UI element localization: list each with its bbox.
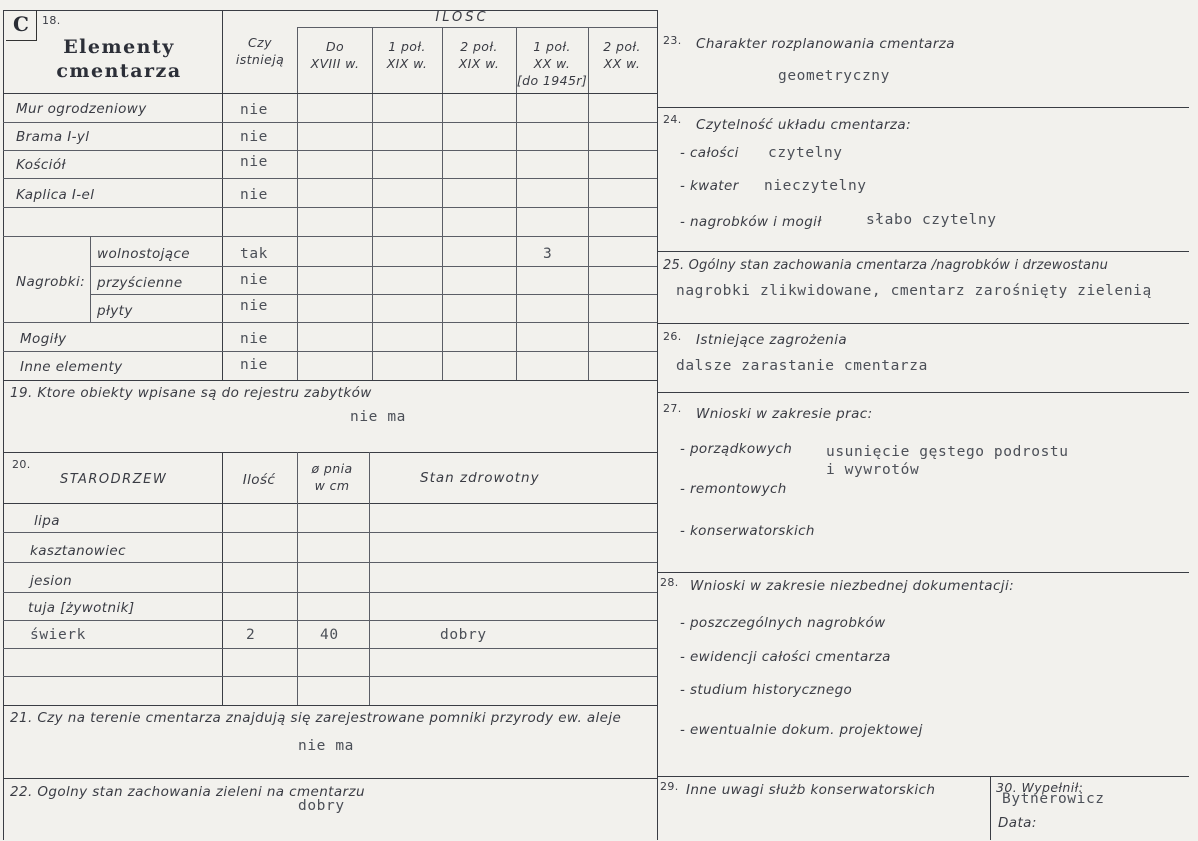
row-label: wolnostojące xyxy=(97,246,191,262)
tree-count: 2 xyxy=(246,627,256,643)
row-line xyxy=(3,562,657,563)
header-line: w cm xyxy=(314,478,350,493)
col-line xyxy=(222,452,223,705)
q24-item: - całości xyxy=(680,145,739,161)
header-line: 1 poł. xyxy=(388,39,426,54)
col-line xyxy=(372,27,373,380)
col-header-ilosc: ILOSC xyxy=(435,10,489,25)
row-line xyxy=(3,503,657,504)
row-value: nie xyxy=(240,129,268,145)
row-value: tak xyxy=(240,246,268,262)
center-divider xyxy=(657,10,658,840)
q20-col-count: Ilość xyxy=(242,472,276,488)
tree-name: kasztanowiec xyxy=(30,543,126,559)
col-header-exists xyxy=(236,34,284,68)
tree-name: tuja [żywotnik] xyxy=(28,600,135,616)
row-line xyxy=(3,676,657,677)
col-line xyxy=(990,776,991,840)
row-value: nie xyxy=(240,331,268,347)
header-line: XX w. xyxy=(533,56,571,71)
row-line xyxy=(3,648,657,649)
col-line xyxy=(297,27,298,380)
section-number: 18. xyxy=(42,14,61,27)
row-label: płyty xyxy=(97,303,133,319)
q29-number: 29. xyxy=(660,780,679,793)
col-line xyxy=(442,27,443,380)
q25-label-text: Ogólny stan zachowania cmentarza /nagrobków i drzewostanu xyxy=(688,258,1109,273)
top-border xyxy=(3,10,657,11)
q25-number: 25. xyxy=(663,258,685,273)
row-label: Nagrobki: xyxy=(16,274,86,290)
title-line: cmentarza xyxy=(56,60,182,82)
row-count: 3 xyxy=(543,246,553,262)
q24-number: 24. xyxy=(663,113,682,126)
left-border xyxy=(3,10,4,840)
tree-name: lipa xyxy=(34,513,60,529)
row-line xyxy=(657,392,1189,393)
col-header-xviii xyxy=(311,38,360,72)
row-line xyxy=(3,150,657,151)
section-badge: C xyxy=(6,10,37,41)
q26-label: Istniejące zagrożenia xyxy=(696,332,848,348)
header-line: XIX w. xyxy=(458,56,500,71)
q23-answer: geometryczny xyxy=(778,68,890,84)
q28-item: - ewidencji całości cmentarza xyxy=(680,649,891,665)
q25-label xyxy=(663,258,1108,273)
header-line: 2 poł. xyxy=(603,39,641,54)
row-value: nie xyxy=(240,154,268,170)
row-line xyxy=(3,380,657,381)
col-line xyxy=(369,452,370,705)
q19-label: 19. Ktore obiekty wpisane są do rejestru zabytków xyxy=(10,385,372,401)
q23-number: 23. xyxy=(663,34,682,47)
q30-label: 30. Wypełnił: xyxy=(996,780,1084,795)
header-line: Do xyxy=(325,39,345,54)
col-header-1xx xyxy=(517,38,587,89)
q26-number: 26. xyxy=(663,330,682,343)
col-line xyxy=(297,452,298,705)
tree-name: jesion xyxy=(30,573,73,589)
q24-answer: czytelny xyxy=(768,145,843,161)
q24-item: - kwater xyxy=(680,178,739,194)
q22-label: 22. Ogolny stan zachowania zieleni na cmentarzu xyxy=(10,784,365,800)
col-header-1xix xyxy=(387,38,428,72)
row-line xyxy=(3,705,657,706)
tree-name: świerk xyxy=(30,627,86,643)
q23-label: Charakter rozplanowania cmentarza xyxy=(696,36,955,52)
row-label: Inne elementy xyxy=(20,359,123,375)
row-line xyxy=(3,207,657,208)
row-label: Mur ogrodzeniowy xyxy=(16,101,147,117)
q21-answer: nie ma xyxy=(298,738,354,754)
q28-item: - studium historycznego xyxy=(680,682,853,698)
row-line xyxy=(90,266,657,267)
q24-answer: słabo czytelny xyxy=(866,212,997,228)
row-line xyxy=(657,776,1189,777)
row-line xyxy=(3,778,657,779)
q29-label: Inne uwagi służb konserwatorskich xyxy=(686,782,936,798)
header-line: 1 poł. xyxy=(533,39,571,54)
row-line xyxy=(3,592,657,593)
row-line xyxy=(3,351,657,352)
q24-answer: nieczytelny xyxy=(764,178,867,194)
section-title xyxy=(40,35,198,83)
row-line xyxy=(3,532,657,533)
row-label: przyścienne xyxy=(97,275,183,291)
row-line xyxy=(3,93,657,94)
q28-number: 28. xyxy=(660,576,679,589)
row-label: Mogiły xyxy=(20,331,67,347)
q28-label: Wnioski w zakresie niezbednej dokumentacji: xyxy=(690,578,1015,594)
row-line xyxy=(657,107,1189,108)
q27-answer-line1: usunięcie gęstego podrostu xyxy=(826,444,1069,460)
title-line: Elementy xyxy=(63,36,175,58)
q20-col-health: Stan zdrowotny xyxy=(420,470,540,486)
row-value: nie xyxy=(240,298,268,314)
row-line xyxy=(3,452,657,453)
q30-date-label: Data: xyxy=(998,815,1037,831)
row-label: Kościół xyxy=(16,157,66,173)
q22-answer: dobry xyxy=(298,798,345,814)
row-line xyxy=(3,122,657,123)
q27-item: - konserwatorskich xyxy=(680,523,815,539)
header-line: 2 poł. xyxy=(460,39,498,54)
row-line xyxy=(90,294,657,295)
q19-answer: nie ma xyxy=(350,409,406,425)
q27-number: 27. xyxy=(663,402,682,415)
row-line xyxy=(657,323,1189,324)
q20-col-tree: STARODRZEW xyxy=(60,472,168,487)
q28-item: - poszczególnych nagrobków xyxy=(680,615,886,631)
q27-item: - remontowych xyxy=(680,481,787,497)
tree-diameter: 40 xyxy=(320,627,339,643)
q20-col-diameter xyxy=(311,460,352,494)
header-line: [do 1945r] xyxy=(516,73,588,88)
header-line: ø pnia xyxy=(311,461,353,476)
row-line xyxy=(3,620,657,621)
row-line xyxy=(297,27,657,28)
q30-name: Bytnerowicz xyxy=(1002,791,1105,807)
header-line: Czy xyxy=(248,35,272,50)
q24-label: Czytelność układu cmentarza: xyxy=(696,117,912,133)
header-line: XX w. xyxy=(603,56,641,71)
col-line xyxy=(222,10,223,380)
col-line xyxy=(90,236,91,322)
q28-item: - ewentualnie dokum. projektowej xyxy=(680,722,923,738)
row-line xyxy=(3,178,657,179)
q26-answer: dalsze zarastanie cmentarza xyxy=(676,358,928,374)
col-header-2xix xyxy=(459,38,500,72)
q27-label: Wnioski w zakresie prac: xyxy=(696,406,873,422)
col-header-2xx xyxy=(603,38,640,72)
q20-number: 20. xyxy=(12,458,31,471)
row-value: nie xyxy=(240,102,268,118)
row-line xyxy=(3,322,657,323)
row-label: Brama I-yl xyxy=(16,129,90,145)
header-line: istnieją xyxy=(235,52,285,67)
row-line xyxy=(657,251,1189,252)
row-label: Kaplica I-el xyxy=(16,187,95,203)
q27-item: - porządkowych xyxy=(680,441,793,457)
q25-answer: nagrobki zlikwidowane, cmentarz zarośnięty zielenią xyxy=(676,283,1152,299)
tree-health: dobry xyxy=(440,627,487,643)
row-line xyxy=(657,572,1189,573)
row-line xyxy=(3,236,657,237)
q27-answer-line2: i wywrotów xyxy=(826,462,920,478)
row-value: nie xyxy=(240,272,268,288)
row-value: nie xyxy=(240,187,268,203)
header-line: XVIII w. xyxy=(310,56,360,71)
q24-item: - nagrobków i mogił xyxy=(680,214,822,230)
q21-label: 21. Czy na terenie cmentarza znajdują się zarejestrowane pomniki przyrody ew. aleje xyxy=(10,710,622,726)
col-line xyxy=(588,27,589,380)
header-line: XIX w. xyxy=(386,56,428,71)
row-value: nie xyxy=(240,357,268,373)
